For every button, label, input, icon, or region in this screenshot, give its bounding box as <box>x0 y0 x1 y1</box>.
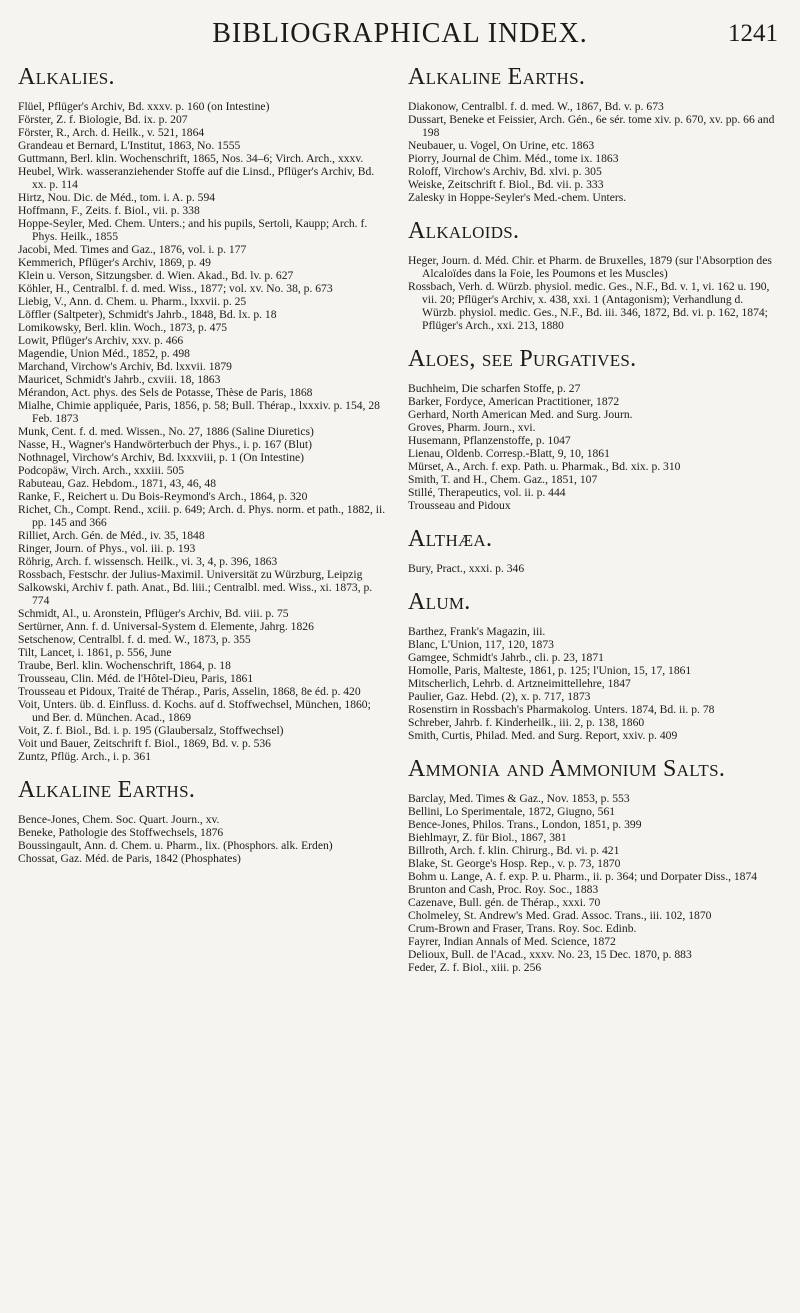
citation-entry: Hirtz, Nou. Dic. de Méd., tom. i. A. p. 594 <box>18 191 216 204</box>
citation-entry: Liebig, V., Ann. d. Chem. u. Pharm., lxxvii. p. 25 <box>18 295 247 308</box>
citation-entry: Barclay, Med. Times & Gaz., Nov. 1853, p. 553 <box>408 792 630 805</box>
citation-entry: Buchheim, Die scharfen Stoffe, p. 27 <box>408 382 581 395</box>
citation-entry: Zuntz, Pflüg. Arch., i. p. 361 <box>18 750 151 763</box>
citation-entry: Tilt, Lancet, i. 1861, p. 556, June <box>18 646 172 659</box>
citation-entry: Voit, Z. f. Biol., Bd. i. p. 195 (Glaubersalz, Stoffwechsel) <box>18 724 284 737</box>
section-heading: Alkaline Earths. <box>18 777 196 803</box>
citation-entry: Schmidt, Al., u. Aronstein, Pflüger's Archiv, Bd. viii. p. 75 <box>18 607 289 620</box>
citation-entry: Ranke, F., Reichert u. Du Bois-Reymond's Arch., 1864, p. 320 <box>18 490 308 503</box>
citation-entry: Hoffmann, F., Zeits. f. Biol., vii. p. 338 <box>18 204 200 217</box>
citation-entry: Lienau, Oldenb. Corresp.-Blatt, 9, 10, 1861 <box>408 447 610 460</box>
citation-entry: Dussart, Beneke et Feissier, Arch. Gén., 6e sér. tome xiv. p. 670, xv. pp. 66 and 198 <box>408 113 775 139</box>
citation-entry: Cazenave, Bull. gén. de Thérap., xxxi. 70 <box>408 896 601 909</box>
citation-entry: Lomikowsky, Berl. klin. Woch., 1873, p. 475 <box>18 321 228 334</box>
running-title: BIBLIOGRAPHICAL INDEX. <box>212 18 588 49</box>
citation-entry: Mérandon, Act. phys. des Sels de Potasse, Thèse de Paris, 1868 <box>18 386 313 399</box>
citation-entry: Rabuteau, Gaz. Hebdom., 1871, 43, 46, 48 <box>18 477 217 490</box>
section-heading: Alum. <box>408 589 471 615</box>
citation-entry: Sertürner, Ann. f. d. Universal-System d. Elemente, Jahrg. 1826 <box>18 620 314 633</box>
citation-entry: Schreber, Jahrb. f. Kinderheilk., iii. 2, p. 138, 1860 <box>408 716 645 729</box>
citation-entry: Roloff, Virchow's Archiv, Bd. xlvi. p. 305 <box>408 165 602 178</box>
citation-entry: Weiske, Zeitschrift f. Biol., Bd. vii. p. 333 <box>408 178 604 191</box>
citation-entry: Cholmeley, St. Andrew's Med. Grad. Assoc. Trans., iii. 102, 1870 <box>408 909 712 922</box>
page-header <box>0 18 800 58</box>
citation-entry: Feder, Z. f. Biol., xiii. p. 256 <box>408 961 542 974</box>
citation-entry: Grandeau et Bernard, L'Institut, 1863, No. 1555 <box>18 139 241 152</box>
citation-entry: Heubel, Wirk. wasseranziehender Stoffe auf die Linsd., Pflüger's Archiv, Bd. xx. p. 114 <box>18 165 375 191</box>
citation-entry: Rilliet, Arch. Gén. de Méd., iv. 35, 1848 <box>18 529 205 542</box>
citation-entry: Nothnagel, Virchow's Archiv, Bd. lxxxviii, p. 1 (On Intestine) <box>18 451 305 464</box>
citation-entry: Magendie, Union Méd., 1852, p. 498 <box>18 347 190 360</box>
citation-entry: Boussingault, Ann. d. Chem. u. Pharm., lix. (Phosphors. alk. Erden) <box>18 839 333 852</box>
citation-entry: Voit, Unters. üb. d. Einfluss. d. Kochs. auf d. Stoffwechsel, München, 1860; und Ber. d. München. Acad., 1869 <box>18 698 371 724</box>
citation-entry: Heger, Journ. d. Méd. Chir. et Pharm. de Bruxelles, 1879 (sur l'Absorption des Alcaloïdes dans la Foie, les Poumons et les Muscles) <box>408 254 772 280</box>
right-column <box>408 62 776 1307</box>
citation-entry: Klein u. Verson, Sitzungsber. d. Wien. Akad., Bd. lv. p. 627 <box>18 269 294 282</box>
citation-entry: Voit und Bauer, Zeitschrift f. Biol., 1869, Bd. v. p. 536 <box>18 737 271 750</box>
citation-entry: Löffler (Saltpeter), Schmidt's Jahrb., 1848, Bd. lx. p. 18 <box>18 308 277 321</box>
citation-entry: Richet, Ch., Compt. Rend., xciii. p. 649; Arch. d. Phys. norm. et path., 1882, ii. pp. 145 and 366 <box>18 503 386 529</box>
citation-entry: Förster, R., Arch. d. Heilk., v. 521, 1864 <box>18 126 205 139</box>
citation-entry: Blanc, L'Union, 117, 120, 1873 <box>408 638 554 651</box>
citation-entry: Barker, Fordyce, American Practitioner, 1872 <box>408 395 620 408</box>
section-heading: Alkaloids. <box>408 218 520 244</box>
citation-entry: Barthez, Frank's Magazin, iii. <box>408 625 546 638</box>
citation-entry: Bellini, Lo Sperimentale, 1872, Giugno, 561 <box>408 805 616 818</box>
citation-entry: Röhrig, Arch. f. wissensch. Heilk., vi. 3, 4, p. 396, 1863 <box>18 555 278 568</box>
citation-entry: Podcopäw, Virch. Arch., xxxiii. 505 <box>18 464 185 477</box>
section-heading: Alkaline Earths. <box>408 64 586 90</box>
citation-entry: Homolle, Paris, Malteste, 1861, p. 125; l'Union, 15, 17, 1861 <box>408 664 692 677</box>
section-heading: Alkalies. <box>18 64 115 90</box>
citation-entry: Trousseau et Pidoux, Traité de Thérap., Paris, Asselin, 1868, 8e éd. p. 420 <box>18 685 361 698</box>
citation-entry: Mürset, A., Arch. f. exp. Path. u. Pharmak., Bd. xix. p. 310 <box>408 460 681 473</box>
citation-entry: Gamgee, Schmidt's Jahrb., cli. p. 23, 1871 <box>408 651 604 664</box>
section-heading: Ammonia and Ammonium Salts. <box>408 756 726 782</box>
citation-entry: Husemann, Pflanzenstoffe, p. 1047 <box>408 434 571 447</box>
citation-entry: Rossbach, Verh. d. Würzb. physiol. medic. Ges., N.F., Bd. v. 1, vi. 162 u. 190, vii. 20; Pflüger's Archiv, x. 438, xxi. 1 (Antagonism); Verhandlung d. Würzb. physiol. medic. Ges., N.F., Bd. iii. 346, 1872, Bd. vi. p. 162, 1874; Pflüger's Arch., xxi. 213, 1880 <box>408 280 770 332</box>
citation-entry: Trousseau and Pidoux <box>408 499 511 512</box>
citation-entry: Köhler, H., Centralbl. f. d. med. Wiss., 1877; vol. xv. No. 38, p. 673 <box>18 282 333 295</box>
citation-entry: Lowit, Pflüger's Archiv, xxv. p. 466 <box>18 334 184 347</box>
citation-entry: Salkowski, Archiv f. path. Anat., Bd. liii.; Centralbl. med. Wiss., xi. 1873, p. 774 <box>18 581 373 607</box>
citation-entry: Mitscherlich, Lehrb. d. Artzneimittellehre, 1847 <box>408 677 631 690</box>
citation-entry: Neubauer, u. Vogel, On Urine, etc. 1863 <box>408 139 595 152</box>
citation-entry: Diakonow, Centralbl. f. d. med. W., 1867, Bd. v. p. 673 <box>408 100 664 113</box>
citation-entry: Brunton and Cash, Proc. Roy. Soc., 1883 <box>408 883 599 896</box>
citation-entry: Setschenow, Centralbl. f. d. med. W., 1873, p. 355 <box>18 633 251 646</box>
citation-entry: Munk, Cent. f. d. med. Wissen., No. 27, 1886 (Saline Diuretics) <box>18 425 314 438</box>
citation-entry: Marchand, Virchow's Archiv, Bd. lxxvii. 1879 <box>18 360 232 373</box>
citation-entry: Guttmann, Berl. klin. Wochenschrift, 1865, Nos. 34–6; Virch. Arch., xxxv. <box>18 152 364 165</box>
citation-entry: Kemmerich, Pflüger's Archiv, 1869, p. 49 <box>18 256 211 269</box>
citation-entry: Chossat, Gaz. Méd. de Paris, 1842 (Phosphates) <box>18 852 241 865</box>
citation-entry: Blake, St. George's Hosp. Rep., v. p. 73, 1870 <box>408 857 621 870</box>
citation-entry: Nasse, H., Wagner's Handwörterbuch der Phys., i. p. 167 (Blut) <box>18 438 312 451</box>
citation-entry: Bence-Jones, Chem. Soc. Quart. Journ., xv. <box>18 813 220 826</box>
citation-entry: Biehlmayr, Z. für Biol., 1867, 381 <box>408 831 567 844</box>
citation-entry: Jacobi, Med. Times and Gaz., 1876, vol. i. p. 177 <box>18 243 247 256</box>
citation-entry: Piorry, Journal de Chim. Méd., tome ix. 1863 <box>408 152 619 165</box>
citation-entry: Hoppe-Seyler, Med. Chem. Unters.; and his pupils, Sertoli, Kaupp; Arch. f. Phys. Heilk., 1855 <box>18 217 368 243</box>
citation-entry: Mauricet, Schmidt's Jahrb., cxviii. 18, 1863 <box>18 373 221 386</box>
citation-entry: Bury, Pract., xxxi. p. 346 <box>408 562 525 575</box>
citation-entry: Mialhe, Chimie appliquée, Paris, 1856, p. 58; Bull. Thérap., lxxxiv. p. 154, 28 Feb. 1873 <box>18 399 380 425</box>
citation-entry: Billroth, Arch. f. klin. Chirurg., Bd. vi. p. 421 <box>408 844 620 857</box>
citation-entry: Beneke, Pathologie des Stoffwechsels, 1876 <box>18 826 224 839</box>
citation-entry: Traube, Berl. klin. Wochenschrift, 1864, p. 18 <box>18 659 231 672</box>
citation-entry: Ringer, Journ. of Phys., vol. iii. p. 193 <box>18 542 196 555</box>
citation-entry: Crum-Brown and Fraser, Trans. Roy. Soc. Edinb. <box>408 922 637 935</box>
citation-entry: Trousseau, Clin. Méd. de l'Hôtel-Dieu, Paris, 1861 <box>18 672 254 685</box>
section-heading: Althæa. <box>408 526 493 552</box>
left-column <box>18 62 386 1307</box>
citation-entry: Paulier, Gaz. Hebd. (2), x. p. 717, 1873 <box>408 690 591 703</box>
citation-entry: Gerhard, North American Med. and Surg. Journ. <box>408 408 633 421</box>
citation-entry: Smith, T. and H., Chem. Gaz., 1851, 107 <box>408 473 598 486</box>
citation-entry: Rossbach, Festschr. der Julius-Maximil. Universität zu Würzburg, Leipzig <box>18 568 363 581</box>
citation-entry: Flüel, Pflüger's Archiv, Bd. xxxv. p. 160 (on Intestine) <box>18 100 270 113</box>
citation-entry: Zalesky in Hoppe-Seyler's Med.-chem. Unters. <box>408 191 627 204</box>
citation-entry: Bohm u. Lange, A. f. exp. P. u. Pharm., ii. p. 364; und Dorpater Diss., 1874 <box>408 870 758 883</box>
citation-entry: Bence-Jones, Philos. Trans., London, 1851, p. 399 <box>408 818 642 831</box>
page-number: 1241 <box>728 20 778 47</box>
citation-entry: Smith, Curtis, Philad. Med. and Surg. Report, xxiv. p. 409 <box>408 729 678 742</box>
citation-entry: Fayrer, Indian Annals of Med. Science, 1872 <box>408 935 616 948</box>
citation-entry: Groves, Pharm. Journ., xvi. <box>408 421 536 434</box>
citation-entry: Stillé, Therapeutics, vol. ii. p. 444 <box>408 486 566 499</box>
citation-entry: Rosenstirn in Rossbach's Pharmakolog. Unters. 1874, Bd. ii. p. 78 <box>408 703 715 716</box>
section-heading: Aloes, see Purgatives. <box>408 346 637 372</box>
citation-entry: Delioux, Bull. de l'Acad., xxxv. No. 23, 15 Dec. 1870, p. 883 <box>408 948 692 961</box>
citation-entry: Förster, Z. f. Biologie, Bd. ix. p. 207 <box>18 113 188 126</box>
